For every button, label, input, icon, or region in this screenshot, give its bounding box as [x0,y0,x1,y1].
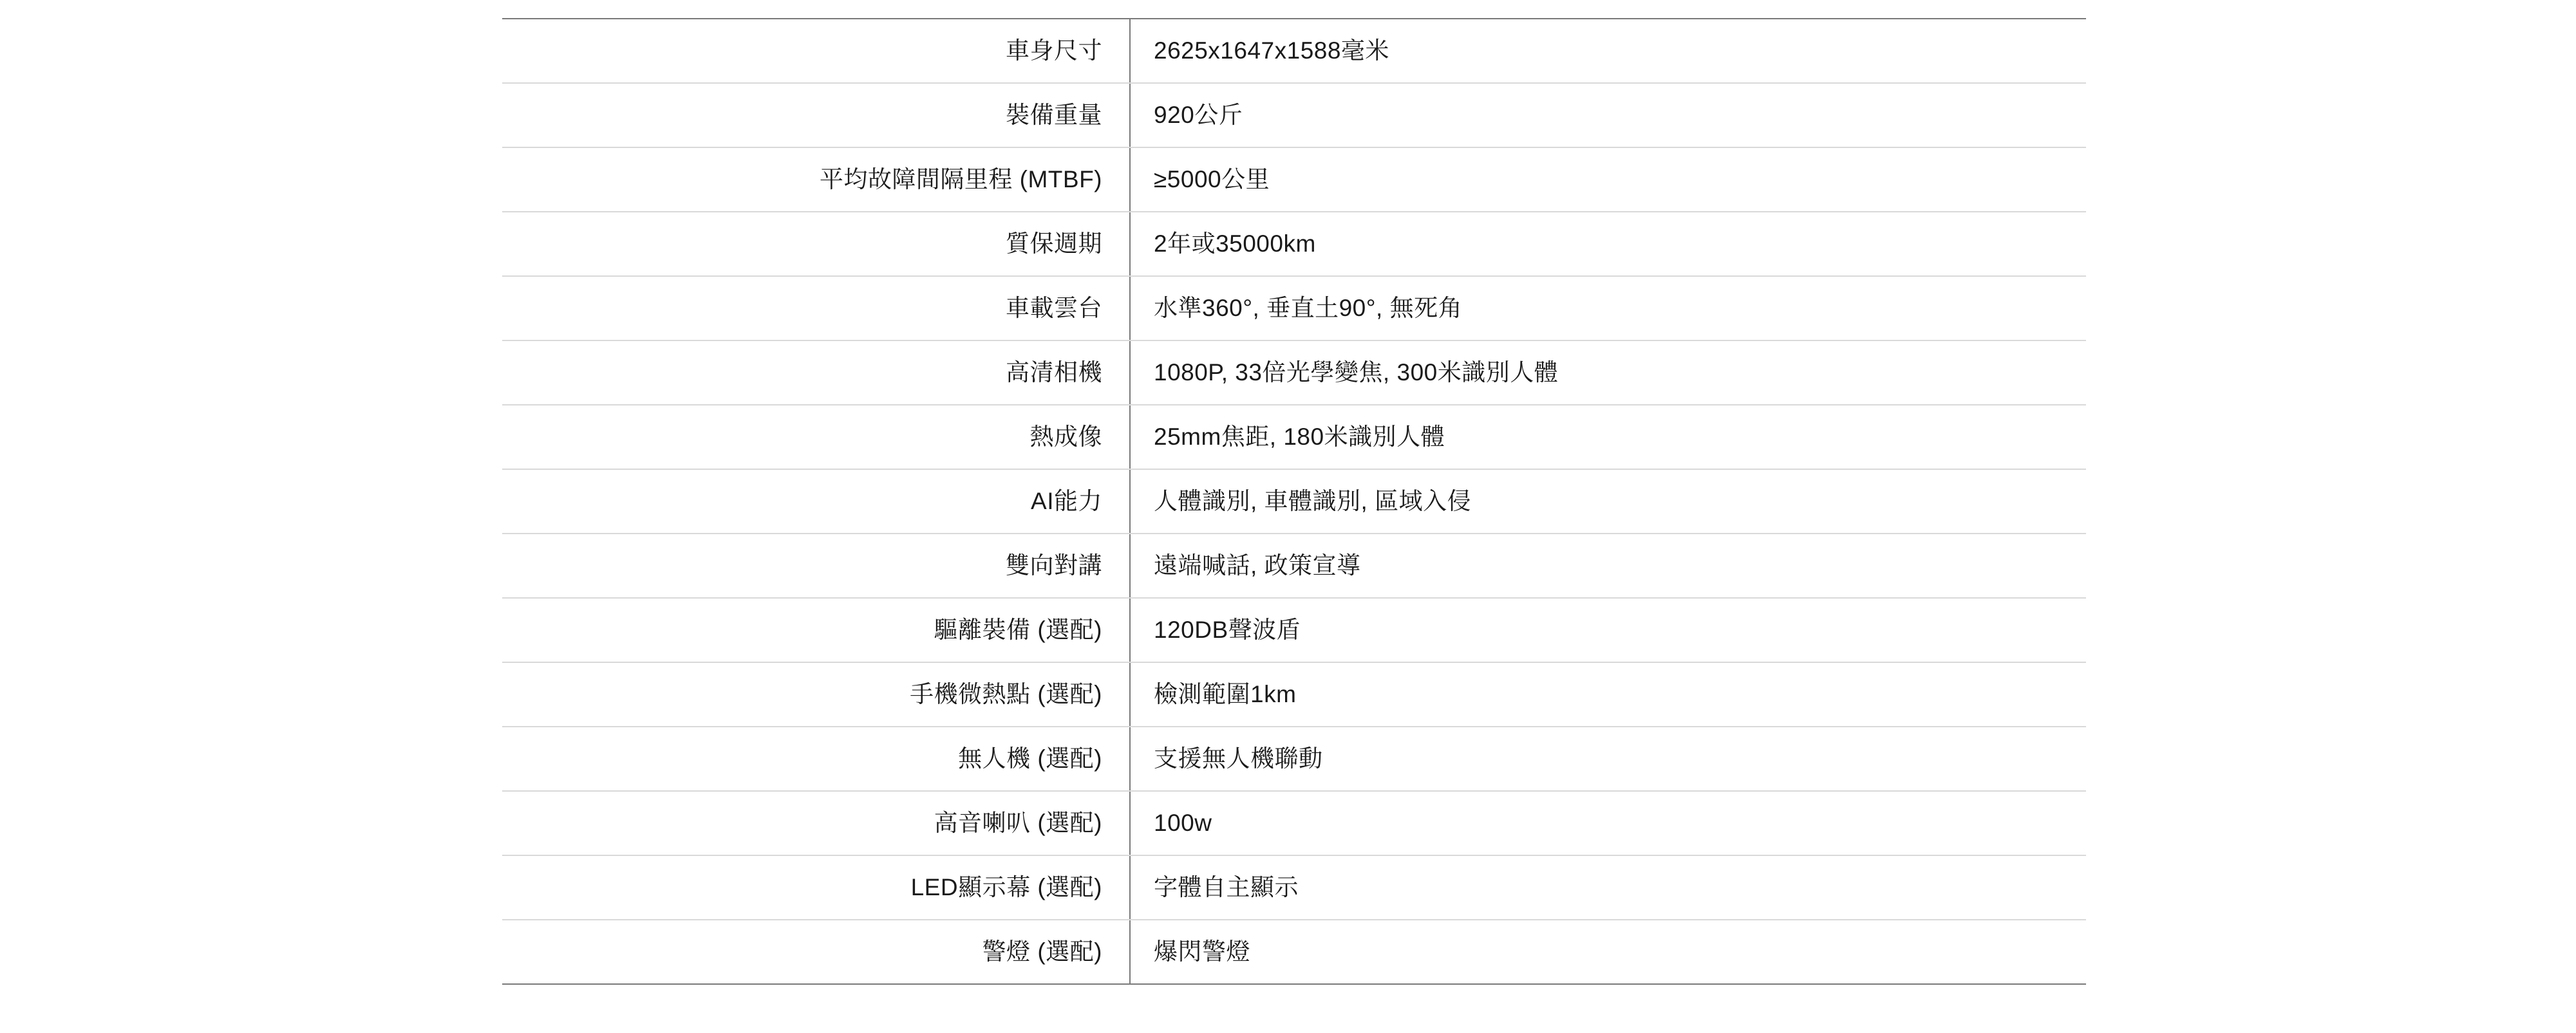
spec-label: 質保週期 [502,212,1130,276]
spec-value: 2年或35000km [1130,212,2086,276]
spec-value: 100w [1130,791,2086,855]
table-row [502,920,2086,984]
spec-label: 車身尺寸 [502,19,1130,83]
spec-label: AI能力 [502,469,1130,534]
table-row [502,469,2086,534]
table-row [502,340,2086,405]
spec-label: 高音喇叭 (選配) [502,791,1130,855]
spec-value: 120DB聲波盾 [1130,598,2086,662]
spec-label: 熱成像 [502,405,1130,469]
table-row [502,147,2086,212]
spec-value: 1080P, 33倍光學變焦, 300米識別人體 [1130,340,2086,405]
spec-label: 平均故障間隔里程 (MTBF) [502,147,1130,212]
table-row [502,83,2086,147]
spec-label: 高清相機 [502,340,1130,405]
spec-value: 人體識別, 車體識別, 區域入侵 [1130,469,2086,534]
table-row [502,19,2086,83]
specification-sheet [502,18,2086,985]
specification-table [502,18,2086,985]
table-row [502,598,2086,662]
spec-value: 字體自主顯示 [1130,855,2086,920]
table-row [502,791,2086,855]
spec-value: 支援無人機聯動 [1130,727,2086,791]
spec-label: 驅離裝備 (選配) [502,598,1130,662]
table-row [502,212,2086,276]
table-body [502,19,2086,984]
spec-value: 爆閃警燈 [1130,920,2086,984]
spec-label: 警燈 (選配) [502,920,1130,984]
table-row [502,662,2086,727]
spec-value: 920公斤 [1130,83,2086,147]
spec-value: 檢測範圍1km [1130,662,2086,727]
spec-value: 遠端喊話, 政策宣導 [1130,534,2086,598]
table-row [502,534,2086,598]
table-row [502,276,2086,340]
spec-label: 裝備重量 [502,83,1130,147]
spec-value: 水準360°, 垂直土90°, 無死角 [1130,276,2086,340]
spec-label: LED顯示幕 (選配) [502,855,1130,920]
spec-value: 2625x1647x1588毫米 [1130,19,2086,83]
spec-label: 手機微熱點 (選配) [502,662,1130,727]
table-row [502,727,2086,791]
table-row [502,405,2086,469]
spec-value: ≥5000公里 [1130,147,2086,212]
table-row [502,855,2086,920]
spec-value: 25mm焦距, 180米識別人體 [1130,405,2086,469]
spec-label: 車載雲台 [502,276,1130,340]
spec-label: 雙向對講 [502,534,1130,598]
spec-label: 無人機 (選配) [502,727,1130,791]
